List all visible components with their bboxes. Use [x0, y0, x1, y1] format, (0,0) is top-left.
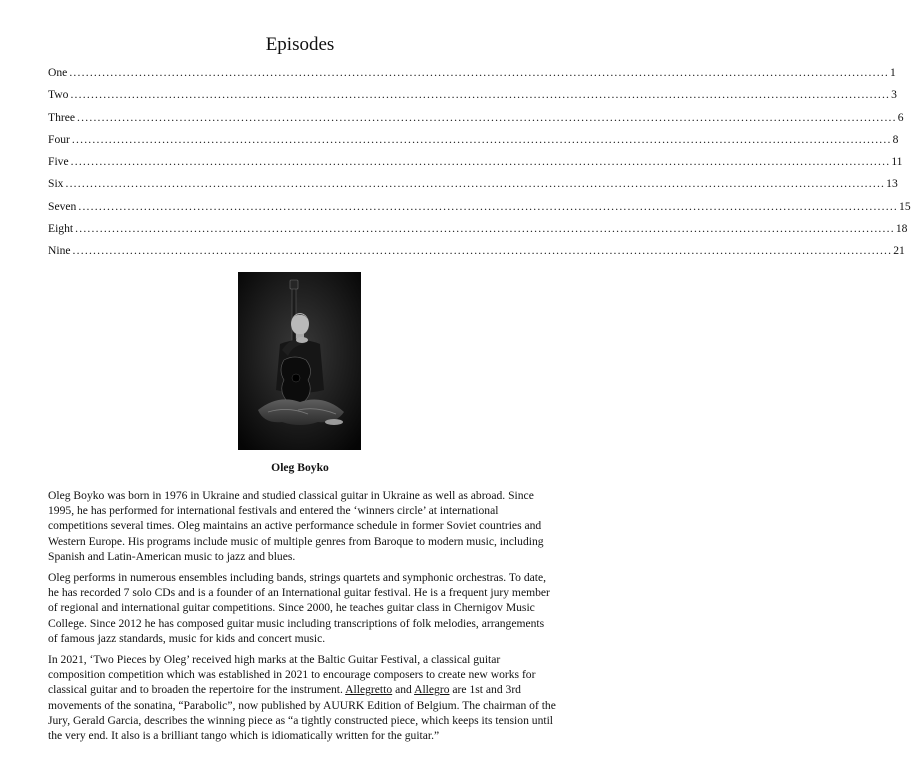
toc-leader-dots: ........................................................................................................................................................................................................: [72, 244, 893, 258]
bio-paragraph: Oleg Boyko was born in 1976 in Ukraine and studied classical guitar in Ukraine as well as abroad. Since 1995, he has performed for international festivals and entered the ‘winners circle’ at international competitions several times. Oleg maintains an active performance schedule in former Soviet countries and Western Europe. His programs include music of multiple genres from Baroque to modern music, including Spanish and Latin-American music to jazz and blues.: [48, 489, 544, 563]
toc-entry-page: 8: [892, 132, 899, 146]
toc-leader-dots: ........................................................................................................................................................................................................: [77, 110, 897, 124]
toc-entry-label: One: [48, 66, 68, 79]
toc-entry-page: 1: [890, 66, 896, 79]
toc-entry-label: Nine: [48, 244, 71, 258]
table-of-contents: [48, 65, 911, 266]
toc-entry-label: Three: [48, 110, 76, 124]
toc-entry-page: 6: [897, 110, 904, 124]
toc-entry-page: 21: [893, 244, 905, 258]
bio-paragraph: Oleg performs in numerous ensembles including bands, strings quartets and symphonic orchestras. To date, he has recorded 7 solo CDs and is a founder of an International guitar festival. He is a frequent jury member of regional and international guitar competitions. Since 2000, he teaches guitar class in Chernigov Music College. Since 2012 he has composed guitar music including transcriptions of folk melodies, arrangements of famous jazz standards, music for kids and concert music.: [48, 571, 550, 645]
allegro-link[interactable]: Allegro: [414, 683, 450, 697]
toc-entry-label: Four: [48, 132, 70, 146]
toc-leader-dots: ........................................................................................................................................................................................................: [75, 222, 895, 236]
toc-entry-label: Seven: [48, 199, 77, 213]
toc-leader-dots: ........................................................................................................................................................................................................: [71, 132, 892, 146]
portrait-photo: [238, 272, 361, 450]
toc-entry[interactable]: [48, 87, 897, 109]
toc-entry[interactable]: [48, 132, 899, 154]
toc-entry[interactable]: [48, 65, 896, 87]
bio-paragraph: [48, 652, 556, 743]
toc-entry-page: 18: [895, 222, 908, 236]
toc-entry-page: 15: [899, 199, 911, 213]
toc-entry[interactable]: [48, 199, 911, 221]
allegretto-link[interactable]: Allegretto: [345, 683, 393, 697]
page-title: Episodes: [265, 34, 335, 55]
toc-entry-label: Two: [48, 88, 69, 102]
paragraph-text: are 1st and 3rd movements of the sonatina, “Parabolic”, now published by AUURK Edition of Belgium. The chairman of the Jury, Gerald Garcia, describes the winning piece as “a tightly constructed piece, which keeps its tension until the very end. It also is a brilliant tango which is idiomatically written for the guitar.”: [48, 683, 556, 743]
toc-entry-label: Six: [48, 177, 64, 191]
toc-entry[interactable]: [48, 110, 904, 132]
photo-caption: Oleg Boyko: [271, 461, 329, 474]
toc-entry[interactable]: [48, 154, 903, 176]
toc-entry-label: Five: [48, 155, 69, 169]
toc-leader-dots: ........................................................................................................................................................................................................: [78, 199, 899, 213]
toc-entry-label: Eight: [48, 222, 74, 236]
toc-entry-page: 13: [886, 177, 898, 191]
toc-leader-dots: ........................................................................................................................................................................................................: [70, 155, 891, 169]
toc-entry-page: 11: [891, 155, 903, 169]
paragraph-text: and: [392, 683, 415, 697]
toc-leader-dots: ........................................................................................................................................................................................................: [65, 177, 886, 191]
toc-entry-page: 3: [891, 88, 897, 102]
paragraph-text: In 2021, ‘Two Pieces by Oleg’ received high marks at the Baltic Guitar Festival, a classical guitar composition competition which was established in 2021 to encourage composers to create new works for classical guitar and to broaden the repertoire for the instrument.: [48, 653, 536, 697]
toc-entry[interactable]: [48, 243, 905, 265]
toc-entry[interactable]: [48, 221, 908, 243]
toc-leader-dots: ........................................................................................................................................................................................................: [69, 66, 890, 79]
toc-entry[interactable]: [48, 176, 898, 198]
toc-leader-dots: ........................................................................................................................................................................................................: [70, 88, 891, 102]
